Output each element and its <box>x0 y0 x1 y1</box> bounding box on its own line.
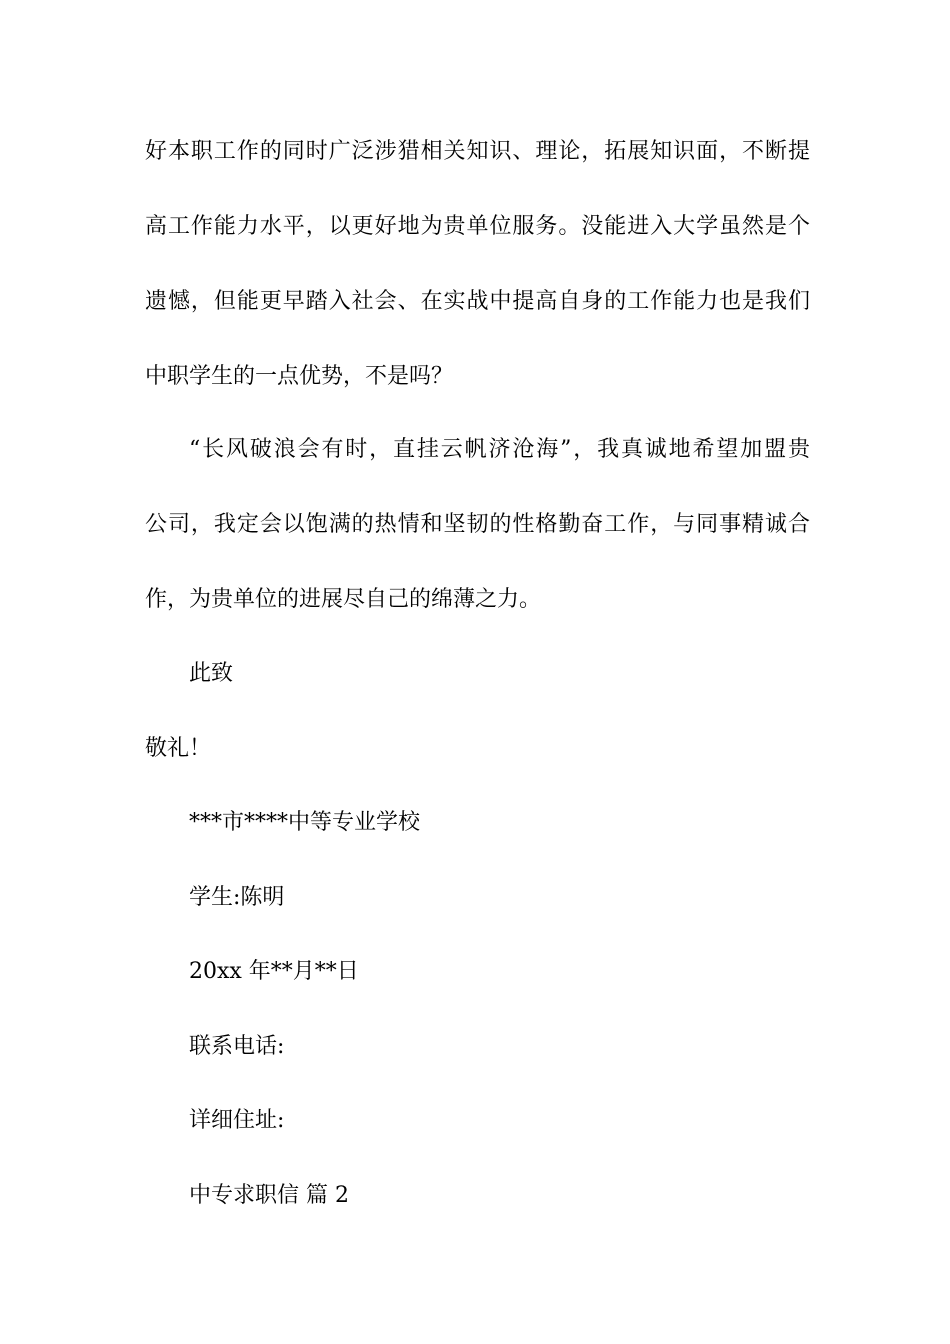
student-name: 学生:陈明 <box>189 885 285 910</box>
school-name: ***市****中等专业学校 <box>189 810 421 835</box>
paragraph-line: 高工作能力水平，以更好地为贵单位服务。没能进入大学虽然是个 <box>145 214 810 239</box>
paragraph-line: 公司，我定会以饱满的热情和坚韧的性格勤奋工作，与同事精诚合 <box>145 512 810 537</box>
paragraph-line: 中职学生的一点优势，不是吗？ <box>145 364 454 389</box>
paragraph-line: 遗憾，但能更早踏入社会、在实战中提高自身的工作能力也是我们 <box>145 289 810 314</box>
letter-date: 20xx 年**月**日 <box>189 959 359 984</box>
paragraph-line: “长风破浪会有时，直挂云帆济沧海”，我真诚地希望加盟贵 <box>189 437 810 462</box>
next-section-title: 中专求职信 篇 2 <box>189 1183 349 1208</box>
paragraph-line: 作，为贵单位的进展尽自己的绵薄之力。 <box>145 587 542 612</box>
salutation-line-1: 此致 <box>189 661 234 686</box>
paragraph-line: 好本职工作的同时广泛涉猎相关知识、理论，拓展知识面，不断提 <box>145 139 810 164</box>
salutation-line-2: 敬礼！ <box>145 736 212 761</box>
phone-label: 联系电话: <box>189 1034 285 1059</box>
address-label: 详细住址: <box>189 1108 285 1133</box>
